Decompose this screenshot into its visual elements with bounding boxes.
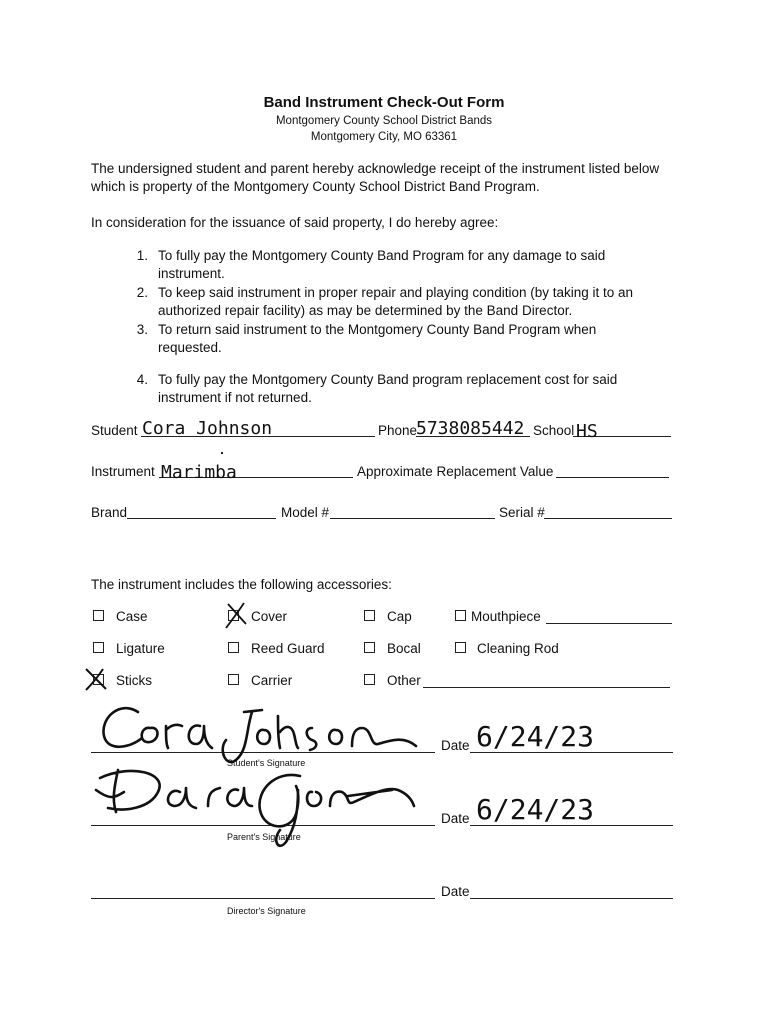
list-number: 3.: [136, 322, 148, 337]
list-item-line: To fully pay the Montgomery County Band program replacement cost for said: [158, 372, 618, 387]
student-date-label: Date: [441, 738, 470, 753]
phone-label: Phone: [378, 423, 418, 438]
list-item-line: authorized repair facility) as may be determined by the Band Director.: [158, 303, 573, 318]
parent-signature-drawing: [96, 770, 414, 846]
list-item-line: To fully pay the Montgomery County Band Program for any damage to said: [158, 248, 606, 263]
list-item-line: instrument.: [158, 266, 225, 281]
intro-line-1: The undersigned student and parent hereby acknowledge receipt of the instrument listed below: [91, 161, 660, 176]
student-signature-drawing: [103, 708, 416, 762]
reed-guard-label: Reed Guard: [251, 641, 325, 656]
list-number: 1.: [136, 248, 148, 263]
ligature-label: Ligature: [116, 641, 165, 656]
student-date-field[interactable]: 6/24/23: [476, 720, 595, 753]
list-number: 2.: [136, 285, 148, 300]
school-label: School: [533, 423, 575, 438]
list-item-line: To keep said instrument in proper repair and playing condition (by taking it to an: [158, 285, 634, 300]
parent-signature-caption: Parent's Signature: [227, 832, 301, 842]
case-label: Case: [116, 609, 148, 624]
school-field[interactable]: HS: [576, 421, 598, 442]
list-item-line: To return said instrument to the Montgomery County Band Program when: [158, 322, 597, 337]
form-title: Band Instrument Check-Out Form: [263, 94, 505, 111]
mouthpiece-label: Mouthpiece: [471, 609, 541, 624]
bocal-label: Bocal: [387, 641, 421, 656]
instrument-field[interactable]: Marimba: [161, 462, 237, 483]
list-item-line: requested.: [158, 340, 222, 355]
student-signature-caption: Student's Signature: [227, 758, 306, 768]
accessories-heading: The instrument includes the following accessories:: [91, 577, 392, 592]
student-label: Student: [91, 423, 138, 438]
carrier-label: Carrier: [251, 673, 293, 688]
parent-date-label: Date: [441, 811, 470, 826]
student-name-field[interactable]: Cora Johnson: [142, 418, 273, 439]
agreement-intro: In consideration for the issuance of said property, I do hereby agree:: [91, 215, 499, 230]
phone-field[interactable]: 5738085442: [416, 418, 525, 439]
sticks-label: Sticks: [116, 673, 153, 688]
list-item-line: instrument if not returned.: [158, 390, 312, 405]
replacement-value-label: Approximate Replacement Value: [357, 464, 554, 479]
director-signature-caption: Director's Signature: [227, 906, 306, 916]
director-date-label: Date: [441, 884, 470, 899]
brand-label: Brand: [91, 505, 128, 520]
intro-line-2: which is property of the Montgomery County School District Band Program.: [91, 179, 540, 194]
parent-date-field[interactable]: 6/24/23: [476, 793, 595, 826]
instrument-label: Instrument: [91, 464, 155, 479]
model-label: Model #: [281, 505, 330, 520]
serial-label: Serial #: [499, 505, 545, 520]
cap-label: Cap: [387, 609, 412, 624]
other-label: Other: [387, 673, 421, 688]
organization-name: Montgomery County School District Bands: [275, 115, 493, 127]
list-number: 4.: [136, 372, 148, 387]
cleaning-rod-label: Cleaning Rod: [477, 641, 559, 656]
cover-label: Cover: [251, 609, 288, 624]
organization-address: Montgomery City, MO 63361: [310, 131, 458, 143]
